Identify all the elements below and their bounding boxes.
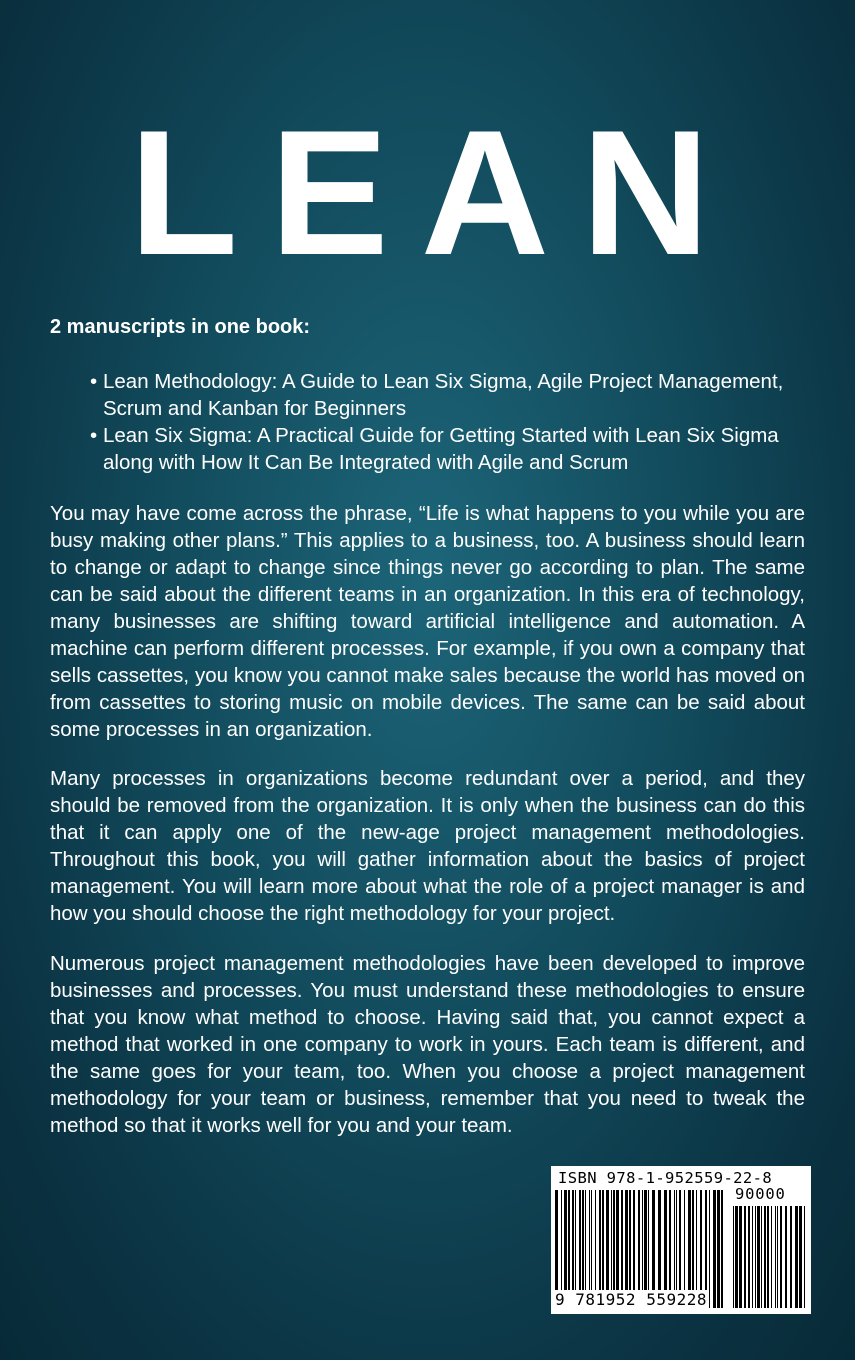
manuscripts-heading: 2 manuscripts in one book:: [50, 316, 311, 338]
manuscript-list: [90, 368, 830, 476]
manuscript-title: Lean Six Sigma: A Practical Guide for Getting Started with Lean Six Sigma along with How It Can Be Integrated with Agile and Scrum: [103, 424, 779, 474]
bullet-icon: •: [90, 370, 98, 393]
book-title: LEAN: [129, 93, 742, 292]
bullet-icon: •: [90, 424, 98, 447]
isbn-label: ISBN 978-1-952559-22-8: [558, 1169, 773, 1187]
description-paragraph: Many processes in organizations become redundant over a period, and they should be removed from the organization. It is only when the business can do this that it can apply one of the new-age project management methodologies. Throughout this book, you will gather information about the basics of project management. You will learn more about what the role of a project manager is and how you should choose the right methodology for your project.: [50, 767, 805, 925]
isbn-barcode: [551, 1166, 811, 1314]
price-code: 90000: [735, 1185, 786, 1203]
manuscript-title: Lean Methodology: A Guide to Lean Six Sigma, Agile Project Management, Scrum and Kanban for Beginners: [103, 370, 784, 420]
description-paragraph: You may have come across the phrase, “Life is what happens to you while you are busy making other plans.” This applies to a business, too. A business should learn to change or adapt to change since things never go according to plan. The same can be said about the different teams in an organization. In this era of technology, many businesses are shifting toward artificial intelligence and automation. A machine can perform different processes. For example, if you own a company that sells cassettes, you know you cannot make sales because the world has moved on from cassettes to storing music on mobile devices. The same can be said about some processes in an organization.: [50, 502, 805, 741]
description-paragraph: Numerous project management methodologies have been developed to improve businesses and processes. You must understand these methodologies to ensure that you know what method to choose. Having said that, you cannot expect a method that worked in one company to work in yours. Each team is different, and the same goes for your team, too. When you choose a project management methodology for your team or business, remember that you need to tweak the method so that it works well for you and your team.: [50, 952, 805, 1137]
list-item: [90, 368, 830, 422]
ean-digits: 9 781952 559228: [555, 1290, 707, 1309]
list-item: [90, 422, 830, 476]
